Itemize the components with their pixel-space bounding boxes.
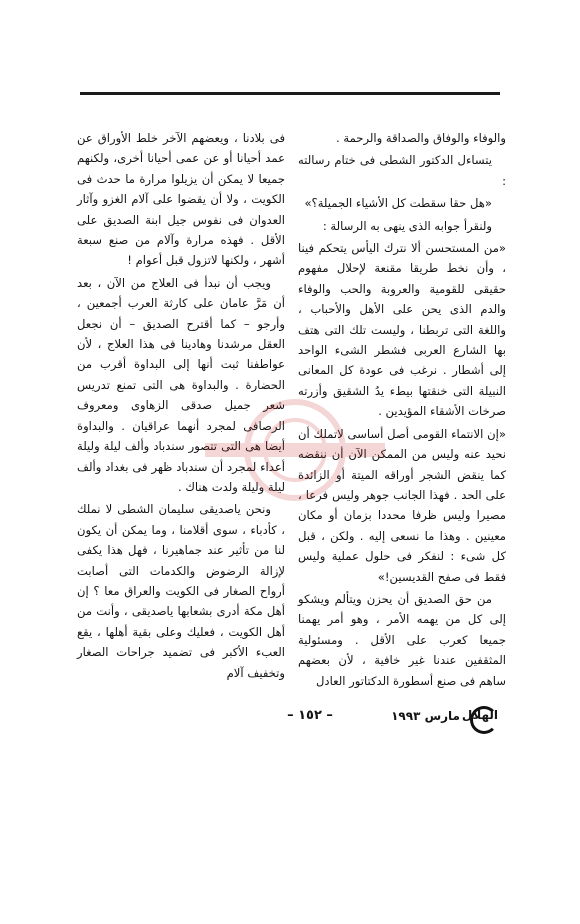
top-rule bbox=[80, 92, 500, 95]
quote-paragraph: «من المستحسن ألا نترك اليأس يتحكم فينا ، وأن نخط طريقا مقنعة لإحلال مفهوم حقيقى للقومية والعروبة والحب والوفاء والدم الذى يحن على الأهل والأحباب ، واللغة التى تربطنا ، وليست تلك التى هتف بها الشارع العربى فشطر الشىء الواحد إلى أشطار . نرغب فى عودة كل المعانى النبيلة التى خنقتها بيطء يدُ الشقيق وأزرته صرخات الأشقاء المؤيدين . bbox=[298, 241, 506, 419]
paragraph: ونحن ياصديقى سليمان الشطى لا نملك ، كأدباء ، سوى أقلامنا ، وما يمكن أن يكون لنا من تأثير عند جماهيرنا ، فهل هذا يكفى لإزالة الرضوض والكدمات التى أصابت أرواح الصغار فى الكويت والعراق معا ؟ إن أهل مكة أدرى بشعابها ياصديقى ، وأنت من أهل الكويت ، فعليك وعلى بقية أهلها ، يقع العبء الأكبر فى تضميد جراحات الصغار وتخفيف آلام bbox=[77, 502, 285, 680]
paragraph: من حق الصديق أن يحزن ويتألم ويشكو إلى كل من يهمه الأمر ، وهو أمر يهمنا جميعا كعرب على الأقل . ومسئولية المثقفين عندنا غير خافية ، لأن بعضهم ساهم فى صنع أسطورة الدكتاتور العادل bbox=[298, 591, 506, 688]
paragraph: فى بلادنا ، ويعضهم الآخر خلط الأوراق عن عمد أحيانا أو عن عمى أحيانا أخرى، ولكنهم جميعا لا يمكن أن يزيلوا مرارة ما حدث فى الكويت ، ولا أن يقضوا على آلام الغزو وآثار العدوان فى نفوس جيل ابنة الصديق على الأقل . فهذه مرارة وآلام من صنع سبعة أشهر ، ولكنها لاتزول قبل أعوام ! bbox=[77, 131, 285, 268]
quote-paragraph: «إن الانتماء القومى أصل أساسى لاتملك أن نحيد عنه وليس من الممكن الآن أن ننقضه كما ينقض الشجر أوراقه الميتة أو الزائدة على الحد . فهذا الجانب جوهر وليس فرعا ، مصيرا وليس ظرفا محددا بزمان أو مكان معينين . وهذا ما نسعى إليه . ولكن ، قبل كل شىء : لنفكر فى حلول عملية وليس فقط فى صفح القديسين!» bbox=[298, 426, 506, 584]
quote-paragraph: «هل حقا سقطت كل الأشياء الجميلة؟» bbox=[304, 196, 492, 211]
issue-date: مارس ١٩٩٣ bbox=[391, 709, 460, 723]
paragraph: ويجب أن نبدأ فى العلاج من الآن ، بعد أن مَرَّ عامان على كارثة العرب أجمعين ، وأرجو – كما أقترح الصديق – أن نجعل العقل مرشدنا وهادينا فى هذا العلاج ، لأن عواطفنا ثبت أنها إلى البداوة أقرب من الحضارة . والبداوة هى التى تمنع تدريس شعر جميل صدقى الزهاوى ومعروف الرصافى لمجرد أنهما عراقيان . والبداوة أيضا هى التى تتصور سندباد وألف ليلة وليلة أعداء لمجرد أن سندباد ظهر فى بغداد وألف ليلة وليلة ولدت هناك . bbox=[77, 275, 285, 494]
page-footer bbox=[80, 706, 500, 732]
paragraph: والوفاء والوفاق والصداقة والرحمة . bbox=[335, 131, 506, 145]
paragraph: يتساءل الدكتور الشطى فى ختام رسالته : bbox=[298, 153, 506, 188]
paragraph: ولنقرأ جوابه الذى ينهى به الرسالة : bbox=[322, 218, 492, 233]
watermark-logo-icon bbox=[185, 395, 405, 505]
magazine-name: الهلال bbox=[461, 708, 498, 722]
magazine-logo bbox=[462, 704, 506, 732]
page-number: – ١٥٢ – bbox=[287, 708, 333, 723]
